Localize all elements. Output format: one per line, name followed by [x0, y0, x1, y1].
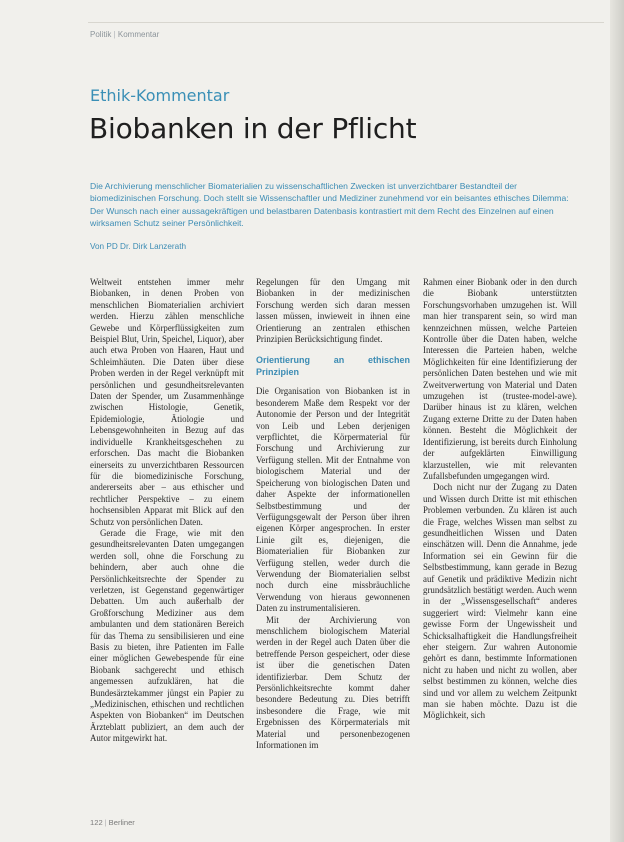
- paragraph: Regelungen für den Umgang mit Biobanken in der medizinischen Forschung werden sich daran messen lassen müssen, inwieweit in ihnen eine Orientierung an zentralen ethischen Prinzipien Berücksichtigung findet.: [256, 277, 410, 345]
- article-kicker: Ethik-Kommentar: [90, 86, 230, 105]
- paragraph: Gerade die Frage, wie mit den gesundheitsrelevanten Daten umgegangen werden soll, ohne die Forschung zu behindern, aber auch ohne die Persönlichkeitsrechte der Spender zu verletzen, ist Gegenstand gegenwärtiger Debatten. Um auch außerhalb der Großforschung Mediziner aus dem ambulanten und dem stationären Bereich für das Thema zu sensibilisieren und eine Basis zu bieten, ihre Patienten im Falle einer möglichen Gewebespende für eine Biobank sachgerecht und ethisch angemessen aufzuklären, hat die Bundesärztekammer jüngst ein Papier zu „Medizinischen, ethischen und rechtlichen Aspekten von Biobanken“ im Deutschen Ärzteblatt publiziert, an dem auch der Autor mitgewirkt hat.: [90, 527, 244, 744]
- rubric-separator: |: [113, 30, 116, 39]
- paragraph: Die Organisation von Biobanken ist in besonderem Maße dem Respekt vor der Autonomie der Person und der Integrität von Leib und Leben derjenigen verpflichtet, die Körpermaterial für Forschung und Archivierung zur Verfügung stellen. Mit der Entnahme von biologischem Material und der Speicherung von biologischen Daten und daher Aspekte der informationellen Selbstbestimmung und der Verfügungsgewalt der Person über ihren eigenen Körper angesprochen. In erster Linie gilt es, diejenigen, die Biomaterialien für Biobanken zur Verfügung stellen, weder durch die Verwendung der Biomaterialien selbst noch durch eine missbräuchliche Verwendung von hieraus gewonnenen Daten zu instrumentalisieren.: [256, 386, 410, 614]
- paragraph: Mit der Archivierung von menschlichem biologischem Material werden in der Regel auch Daten über die betreffende Person gespeichert, oder diese ist über die genetischen Daten identifizierbar. Dem Schutz der Persönlichkeitsrechte kommt daher besondere Bedeutung zu. Dies betrifft insbesondere die Frage, wie mit Ergebnissen des Körpermaterials mit Material und personenbezogenen Informationen im: [256, 614, 410, 751]
- section-subheading: Orientierung an ethischen Prinzipien: [256, 355, 410, 378]
- section-label: Politik: [90, 30, 112, 39]
- page-footer: [90, 818, 135, 827]
- article-author: Von PD Dr. Dirk Lanzerath: [90, 242, 187, 251]
- page-number: 122: [90, 818, 103, 827]
- subsection-label: Kommentar: [117, 30, 160, 39]
- text-column-1: [90, 277, 244, 745]
- paragraph: Rahmen einer Biobank oder in den durch die Biobank unterstützten Forschungsvorhaben umzugehen ist. Will man hier transparent sein, so wird man kennzeichnen müssen, welche Parteien Kontrolle über die Daten haben, welche Interessen die Parteien haben, welche Möglichkeiten für eine Identifizierung der persönlichen Daten bestehen und wie mit Zweitverwertung von Material und Daten umzugehen ist (trustee-model-awe). Darüber hinaus ist zu klären, welchen Zugang externe Dritte zu der Daten haben können. Besteht die Möglichkeit der Identifizierung, ist bereits durch Einholung der aufgeklärten Einwilligung klarzustellen, wie mit relevanten Zufallsbefunden umgegangen wird.: [423, 277, 577, 481]
- magazine-name: Berliner: [108, 818, 135, 827]
- footer-separator: |: [104, 818, 107, 827]
- section-rubric: [90, 30, 159, 39]
- article-title: Biobanken in der Pflicht: [89, 112, 417, 145]
- paragraph: Doch nicht nur der Zugang zu Daten und Wissen durch Dritte ist mit ethischen Problemen verbunden. Zu klären ist auch die Frage, welches Wissen man selbst zu gesundheitlichen Wissen und Daten einschätzen will. Denn die Annahme, jede Information sei ein Gewinn für die Selbstbestimmung, kann gerade in Bezug auf Genetik und prädiktive Medizin nicht grundsätzlich bestätigt werden. Auch wenn in der „Wissensgesellschaft“ anderes suggeriert wird: Vielmehr kann eine gewisse Form der Ungewissheit und Schicksalhaftigkeit die Handlungsfreiheit eher steigern. Zur wahren Autonomie gehört es dann, bestimmte Informationen nicht zu haben und nicht zu wollen, aber selbst bestimmen zu können, welche dies sind und vor allem zu welchem Zeitpunkt man sie haben möchte. Dazu ist die Möglichkeit, sich: [423, 482, 577, 721]
- header-rule: [88, 22, 604, 23]
- article-lead: Die Archivierung menschlicher Biomaterialien zu wissenschaftlichen Zwecken ist unverzichtbarer Bestandteil der biomedizinischen Forschung. Doch stellt sie Wissenschaftler und Mediziner zunehmend vor ein beisantes ethisches Dilemma: Der Wunsch nach einer aussagekräftigen und belastbaren Datenbasis kontrastiert mit dem Recht des Einzelnen auf einen wirksamen Schutz seiner Persönlichkeit.: [90, 181, 569, 228]
- text-column-3: [423, 277, 577, 722]
- page-spine-shadow: [610, 0, 624, 842]
- text-column-2: [256, 277, 410, 751]
- paragraph: Weltweit entstehen immer mehr Biobanken, in denen Proben von menschlichen Biomaterialien archiviert werden. Hierzu zählen menschliche Gewebe und Körperflüssigkeiten zum Beispiel Blut, Urin, Speichel, Liquor), aber auch etwa Proben von Haaren, Haut und Schleimhäuten. Die Daten über diese Proben werden in der Regel verknüpft mit persönlichen und gesundheitsrelevanten Daten der Spender, um Zusammenhänge zwischen Histologie, Genetik, Epidemiologie, Ätiologie und Lebensgewohnheiten in Bezug auf das individuelle Krankheitsgeschehen zu erforschen. Das macht die Biobanken einerseits zu unverzichtbaren Ressourcen für die biomedizinische Forschung, andererseits aber – aus ethischer und rechtlicher Perspektive – zu einem hochsensiblen Apparat mit Blick auf den Schutz von persönlichen Daten.: [90, 277, 244, 527]
